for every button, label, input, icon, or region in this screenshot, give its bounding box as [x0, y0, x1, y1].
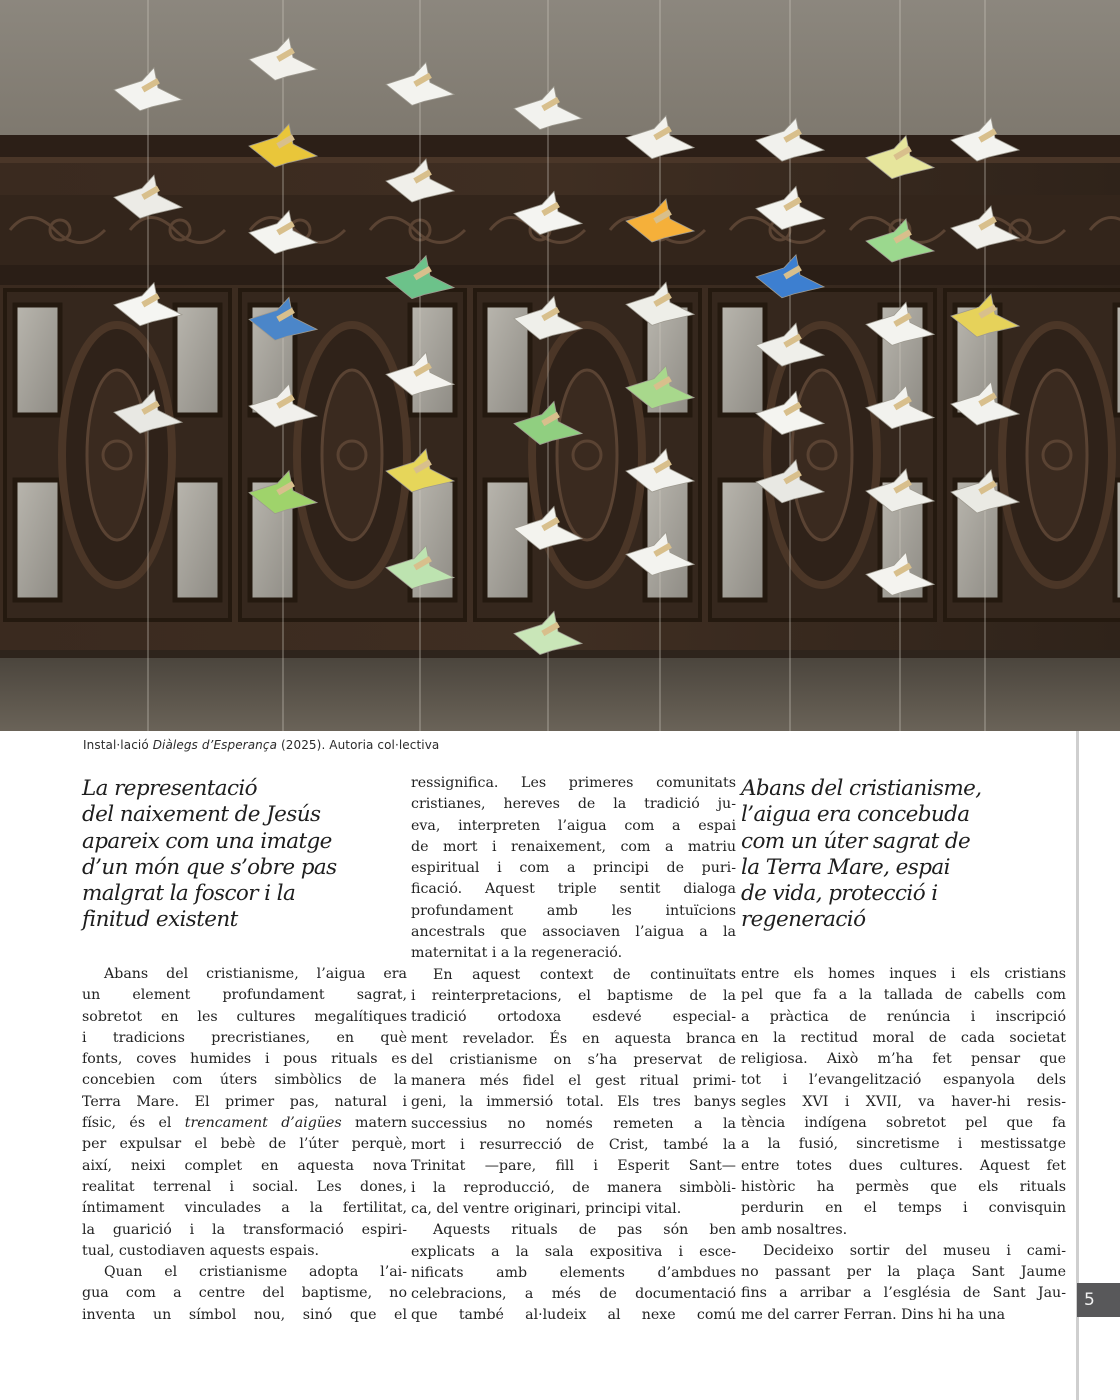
paragraph — [741, 1241, 1066, 1326]
glass-pane — [15, 480, 60, 600]
body-column-2 — [411, 773, 736, 1327]
paragraph — [411, 1220, 736, 1326]
caption-prefix: Instal·lació — [83, 738, 153, 752]
text-line: històric ha permès que els rituals — [741, 1178, 1066, 1195]
text-line: que també al·ludeix al nexe comú — [411, 1307, 736, 1324]
italic-term: trencament d’aigües — [184, 1115, 342, 1132]
text-line: fins a arribar a l’església de Sant Jau- — [741, 1285, 1066, 1302]
text-line: i reinterpretacions, el baptisme de la — [411, 987, 736, 1004]
text-line: i tradicions precristianes, en què — [82, 1029, 407, 1046]
text-line: segles XVI i XVII, va haver-hi resis- — [741, 1093, 1066, 1110]
pull-quote-line: la Terra Mare, espai — [741, 854, 950, 880]
text-line: Abans del cristianisme, l’aigua era — [104, 966, 407, 982]
text-line: fonts, coves humides i pous rituals es — [82, 1051, 407, 1068]
text-line: tot i l’evangelització espanyola dels — [741, 1072, 1066, 1089]
text-line: i la reproducció, de manera simbòli- — [411, 1179, 736, 1196]
paragraph — [741, 964, 1066, 1241]
glass-pane — [720, 305, 765, 415]
page-number: 5 — [1084, 1290, 1095, 1310]
text-line: cristianes, hereves de la tradició ju- — [411, 796, 736, 813]
paragraph — [82, 1262, 407, 1326]
pull-quote-2 — [741, 776, 1061, 934]
text-line: Trinitat —pare, fill i Esperit Sant— — [411, 1158, 736, 1175]
stone-floor — [0, 655, 1120, 731]
text-line: sobretot en les cultures megalítiques — [82, 1008, 407, 1025]
text-line: tual, custodiaven aquests espais. — [82, 1242, 319, 1259]
text-line: En aquest context de continuïtats — [433, 966, 736, 983]
ogive-carving — [557, 370, 617, 540]
paragraph — [411, 773, 736, 965]
caption-suffix: (2025). Autoria col·lectiva — [277, 738, 440, 752]
text-line: espiritual i com a principi de puri- — [411, 860, 736, 877]
ogive-carving — [322, 370, 382, 540]
text-line: entre els homes inques i els cristians — [741, 966, 1066, 982]
text-line: Quan el cristianisme adopta l’ai- — [104, 1264, 407, 1281]
text-line: del cristianisme on s’ha preservat de — [411, 1051, 736, 1068]
glass-pane — [485, 480, 530, 600]
text-line: amb nosaltres. — [741, 1221, 848, 1238]
ogive-carving — [1027, 370, 1087, 540]
text-line: així, neixi complet en aquesta nova — [82, 1157, 407, 1174]
text-line: físic, és el trencament d’aigües matern — [82, 1115, 407, 1132]
pull-quote-line: regeneració — [741, 907, 866, 933]
text-line: per expulsar el bebè de l’úter perquè, — [82, 1136, 407, 1153]
text-line: entre totes dues cultures. Aquest fet — [741, 1157, 1066, 1174]
pull-quote-line: La representació — [82, 776, 258, 801]
paragraph — [82, 964, 407, 1262]
glass-pane — [1115, 480, 1120, 600]
pull-quote-line: d’un món que s’obre pas — [82, 854, 337, 880]
glass-pane — [175, 305, 220, 415]
pull-quote-line: apareix com una imatge — [82, 828, 332, 854]
text-line: successius no només remeten a la — [411, 1115, 736, 1132]
text-line: Decideixo sortir del museu i cami- — [763, 1242, 1066, 1259]
stone-wall — [0, 0, 1120, 150]
pull-quote-line: com un úter sagrat de — [741, 828, 971, 854]
pull-quote-line: Abans del cristianisme, — [741, 776, 982, 801]
text-line: geni, la immersió total. Els tres banys — [411, 1094, 736, 1111]
text-line: manera més fidel el gest ritual primi- — [411, 1073, 736, 1090]
photo-caption — [83, 738, 983, 752]
ogive-carving — [792, 370, 852, 540]
text-line: tència indígena sobretot pel que fa — [741, 1115, 1066, 1132]
text-line: a pràctica de renúncia i inscripció — [741, 1008, 1066, 1025]
text-line: maternitat i a la regeneració. — [411, 945, 623, 962]
glass-pane — [1115, 305, 1120, 415]
text-line: perdurin en el temps i convisquin — [741, 1200, 1066, 1217]
text-line: pel que fa a la tallada de cabells com — [741, 987, 1066, 1004]
pull-quote-line: l’aigua era concebuda — [741, 802, 970, 828]
text-line: ca, del ventre originari, principi vital. — [411, 1200, 682, 1217]
pull-quote-1 — [82, 776, 402, 934]
text-line: concebien com úters simbòlics de la — [82, 1072, 407, 1089]
text-line: tradició ortodoxa esdevé especial- — [411, 1009, 736, 1026]
text-line: explicats a la sala expositiva i esce- — [411, 1243, 736, 1260]
text-line: un element profundament sagrat, — [82, 987, 407, 1004]
text-line: no passant per la plaça Sant Jaume — [741, 1264, 1066, 1281]
text-line: íntimament vinculades a la fertilitat, — [82, 1200, 407, 1217]
text-line: en la rectitud moral de cada societat — [741, 1029, 1066, 1046]
text-line: Terra Mare. El primer pas, natural i — [82, 1093, 407, 1110]
page-number-tab — [1077, 1283, 1120, 1317]
pull-quote-line: malgrat la foscor i la — [82, 881, 296, 907]
text-line: a la fusió, sincretisme i mestissatge — [741, 1136, 1066, 1153]
text-line: la guarició i la transformació espiri- — [82, 1221, 407, 1238]
wood-cornice — [0, 135, 1120, 157]
body-column-1 — [82, 964, 407, 1326]
text-line: realitat terrenal i social. Les dones, — [82, 1178, 407, 1195]
paragraph — [411, 965, 736, 1221]
text-line: celebracions, a més de documentació — [411, 1286, 736, 1303]
pull-quote-line: finitud existent — [82, 907, 238, 933]
pull-quote-line: del naixement de Jesús — [82, 802, 321, 828]
text-line: mort i resurrecció de Crist, també la — [411, 1137, 736, 1154]
text-line: inventa un símbol nou, sinó que el — [82, 1306, 407, 1323]
text-line: gua com a centre del baptisme, no — [82, 1285, 407, 1302]
ogive-carving — [87, 370, 147, 540]
text-line: religiosa. Això m’ha fet pensar que — [741, 1051, 1066, 1068]
text-line: profundament amb les intuïcions — [411, 902, 736, 919]
caption-work-title: Diàlegs d’Esperança — [152, 738, 278, 752]
pull-quote-line: de vida, protecció i — [741, 881, 938, 907]
text-line: de mort i renaixement, com a matriu — [411, 838, 736, 855]
text-line: ressignifica. Les primeres comunitats — [411, 775, 736, 791]
body-column-3 — [741, 964, 1066, 1326]
text-line: Aquests rituals de pas són ben — [433, 1222, 736, 1239]
text-line: ficació. Aquest triple sentit dialoga — [411, 881, 736, 898]
text-line: me del carrer Ferran. Dins hi ha una — [741, 1306, 1006, 1323]
glass-pane — [410, 305, 455, 415]
glass-pane — [720, 480, 765, 600]
text-line: eva, interpreten l’aigua com a espai — [411, 817, 736, 834]
text-line: ancestrals que associaven l’aigua a la — [411, 924, 736, 941]
glass-pane — [175, 480, 220, 600]
glass-pane — [15, 305, 60, 415]
text-line: ment revelador. És en aquesta branca — [411, 1030, 736, 1047]
text-line: nificats amb elements d’ambdues — [411, 1264, 736, 1281]
